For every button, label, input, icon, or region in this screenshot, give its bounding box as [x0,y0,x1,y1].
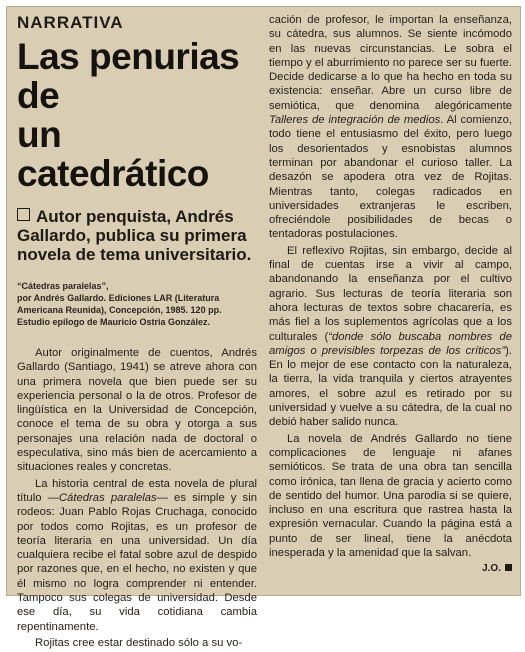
paragraph: La novela de Andrés Gallardo no tiene complicaciones de lenguaje ni afanes semióticos. Se trata de una obra tan sencilla como irónica, tan llena de gracia y acierto como de sentido del humor. Una parodia si se quiere, incluso en una escritura que rastrea hasta la expresión vernacular. Cuando la página está a punto de ser lineal, tiene la anécdota inesperada y la amenidad que la salvan. [269,432,512,559]
deck-text: Autor penquista, Andrés Gallardo, publica su primera novela de tema universitario. [17,207,252,264]
credits-line: Americana Reunida), Concepción, 1985. 120 pp. [17,305,222,315]
right-column [269,13,512,577]
quote: “donde sólo buscaba nombres de amigos o previsibles torpezas de los críticos” [269,330,512,357]
paragraph: El reflexivo Rojitas, sin embargo, decide al final de cuentas irse a vivir al campo, abandonando la enseñanza por el cultivo agrario. Sus lecturas de teoría literaria son ahora lecturas de textos sobre chacarería, es más fiel a los suplementos agrícolas que a los culturales (“donde sólo buscaba nombres de amigos o previsibles torpezas de los críticos”). En lo mejor de ese contacto con la naturaleza, la tierra, la vida tranquila y ciertos atrayentes amores, el sobre azul es retirado por su universidad y vuelve a su cátedra, de la cual no debió haber salido nunca. [269,244,512,429]
book-credits [17,280,257,328]
paragraph: La historia central de esta novela de plural título —Cátedras paralelas— es simple y sin rodeos: Juan Pablo Rojas Cruchaga, conocido por todos como Rojitas, es un profesor de teoría literaria en una universidad. Un día cualquiera recibe el fatal sobre azul de despido por razones que, en el hecho, no existen y que él mismo no logra comprender ni entender. Tampoco sus colegas de universidad. Desde ese día, su vida cotidiana cambia repentinamente. [17,477,257,633]
end-mark-icon [505,564,512,571]
newspaper-clipping [6,6,521,649]
deck [17,207,257,264]
left-column [17,13,257,652]
credits-line: Estudio epílogo de Mauricio Ostria González. [17,317,211,327]
book-title: Cátedras paralelas [58,491,157,504]
credits-line: por Andrés Gallardo. Ediciones LAR (Literatura [17,293,220,303]
signature: J.O. [269,562,512,576]
headline-line-2: un catedrático [17,114,209,194]
section-label: NARRATIVA [17,13,124,32]
square-bullet-icon [17,208,30,221]
body-text-left [17,346,257,650]
headline-line-1: Las penurias de [17,36,240,116]
paragraph: Autor originalmente de cuentos, Andrés Gallardo (Santiago, 1941) se atreve ahora con una primera novela que bien puede ser su experiencia personal o la de otros. Profesor de lingüística en la Universidad de Concepción, conoce el tema de su obra y otorga a sus personajes una relación nada de doctoral o especulativa, sino más bien de acercamiento a situaciones reales y concretas. [17,347,257,474]
credits-line: “Cátedras paralelas”, [17,281,109,291]
paragraph-continued: cación de profesor, le importan la enseñanza, su cátedra, sus alumnos. Se siente incómodo en las nuevas circunstancias. Le sobra el tiempo y el aburrimiento no parece ser su fuerte. Decide dedicarse a lo que ha hecho en toda su existencia: enseñar. Abre un curso libre de semiótica, que denomina alegóricamente Talleres de integración de medios. Al comienzo, todo tiene el entusiasmo del éxito, pero luego los desorientados y esnobistas alumnos terminan por abandonar el curioso taller. La desazón se apodera otra vez de Rojitas. Mientras tanto, colegas radicados en universidades extranjeras le escriben, ofreciéndole posibilidades de becas o tentadoras postulaciones. [269,14,513,241]
course-title: Talleres de integración de medios [269,114,441,127]
paragraph: Rojitas cree estar destinado sólo a su vo- [35,636,243,649]
headline [17,37,257,193]
